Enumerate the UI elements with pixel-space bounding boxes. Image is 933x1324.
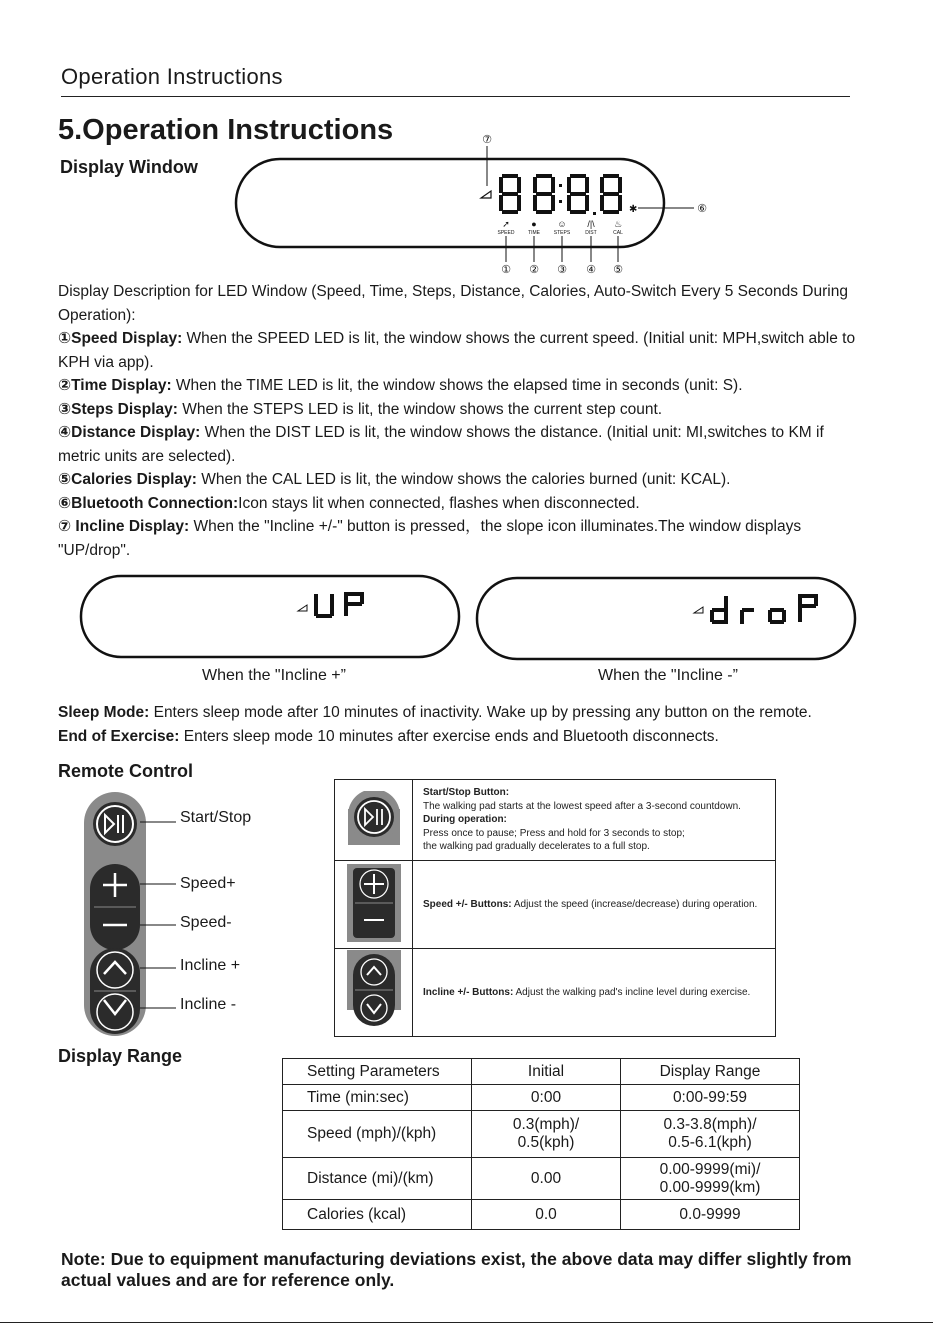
callout-1: ①	[501, 264, 511, 276]
icon-label-cal: CAL	[613, 230, 623, 236]
sleep-mode: Sleep Mode: Enters sleep mode after 10 minutes of inactivity. Wake up by pressing any button on the remote.	[58, 704, 812, 721]
description-item-bluetooth: ⑥Bluetooth Connection:Icon stays lit when connected, flashes when disconnected.	[58, 494, 640, 512]
led-digits	[499, 174, 622, 215]
section-header: Operation Instructions	[61, 64, 283, 89]
description-item-time: ②Time Display: When the TIME LED is lit, the window shows the elapsed time in seconds (unit: S).	[58, 377, 743, 394]
remote-buttons-table	[334, 779, 776, 1037]
incline-icon	[694, 607, 703, 613]
incline-icon	[481, 191, 491, 198]
incline-cell	[335, 949, 413, 1037]
callout-4: ④	[586, 264, 596, 276]
icon-label-steps: STEPS	[553, 230, 571, 236]
description-item-calories: ⑤Calories Display: When the CAL LED is lit, the window shows the calories burned (unit: KCAL).	[58, 471, 731, 488]
callout-3: ③	[557, 264, 567, 276]
start-stop-cell	[335, 780, 413, 861]
seg-text-drop	[710, 594, 818, 624]
table-row	[283, 1059, 800, 1085]
table-cell: 0:00-99:59	[621, 1085, 800, 1111]
modes-section	[58, 701, 878, 748]
table-row	[283, 1111, 800, 1158]
description-item-speed: ①Speed Display: When the SPEED LED is lit, the window shows the current speed. (Initial unit: MPH,switch able to KPH via app).	[58, 330, 856, 371]
label-incline-plus: Incline +	[180, 957, 241, 974]
table-cell: Distance (mi)/(km)	[283, 1158, 472, 1200]
header-cell: Setting Parameters	[283, 1059, 472, 1085]
page-title: 5.Operation Instructions	[58, 114, 394, 146]
display-range-heading: Display Range	[58, 1046, 183, 1066]
incline-drop-display	[474, 576, 859, 662]
incline-down-caption: When the "Incline -”	[598, 667, 738, 684]
table-row	[283, 1085, 800, 1111]
description-item-distance: ④Distance Display: When the DIST LED is lit, the window shows the distance. (Initial unit: MI,switches to KM if metric units are selected).	[58, 424, 824, 465]
header-cell: Display Range	[621, 1059, 800, 1085]
incline-up-display	[78, 574, 463, 660]
table-row	[283, 1158, 800, 1200]
seg-digit	[533, 174, 555, 214]
display-description	[58, 280, 858, 562]
table-cell: 0.0	[472, 1200, 621, 1230]
description-item-steps: ③Steps Display: When the STEPS LED is lit, the window shows the current step count.	[58, 400, 663, 418]
seg-text-up	[314, 592, 364, 618]
colon-dot	[559, 184, 562, 187]
table-row	[335, 949, 776, 1037]
callout-2: ②	[529, 264, 539, 276]
dist-icon: /|\	[587, 219, 595, 229]
speed-cell	[335, 861, 413, 949]
table-cell: 0.3-3.8(mph)/ 0.5-6.1(kph)	[621, 1111, 800, 1158]
remote-label-leaders	[140, 800, 180, 1020]
table-cell: Time (min:sec)	[283, 1085, 472, 1111]
seg-digit	[567, 174, 589, 214]
icon-label-time: TIME	[528, 230, 540, 236]
steps-icon: ☺	[557, 219, 567, 229]
table-cell: 0:00	[472, 1085, 621, 1111]
bluetooth-icon: ✱	[629, 204, 638, 215]
table-row	[335, 780, 776, 861]
table-row	[283, 1200, 800, 1230]
label-speed-minus: Speed-	[180, 914, 232, 931]
table-cell: Speed (mph)/(kph)	[283, 1111, 472, 1158]
table-cell: 0.00	[472, 1158, 621, 1200]
icon-label-dist: DIST	[585, 230, 597, 236]
description-item-incline: ⑦ Incline Display: When the "Incline +/-" button is pressed，the slope icon illuminates.The window displays "UP/drop".	[58, 518, 802, 559]
label-speed-plus: Speed+	[180, 875, 236, 892]
seg-digit	[499, 174, 521, 214]
table-cell: Calories (kcal)	[283, 1200, 472, 1230]
end-of-exercise: End of Exercise: Enters sleep mode 10 minutes after exercise ends and Bluetooth disconnects.	[58, 727, 719, 745]
remote-control-heading: Remote Control	[58, 761, 193, 781]
header-cell: Initial	[472, 1059, 621, 1085]
incline-buttons-icon	[347, 950, 401, 1030]
decimal-dot	[593, 212, 596, 215]
table-row	[335, 861, 776, 949]
time-icon: ●	[531, 219, 537, 229]
reference-note: Note: Due to equipment manufacturing deviations exist, the above data may differ slightly from actual values and are for reference only.	[61, 1249, 852, 1290]
speed-icon: ➚	[502, 219, 510, 229]
callout-5: ⑤	[613, 264, 623, 276]
callout-6: ⑥	[697, 203, 707, 215]
label-start-stop: Start/Stop	[180, 809, 252, 826]
display-window-heading: Display Window	[60, 157, 198, 177]
footer-divider	[0, 1322, 933, 1323]
led-window-frame	[236, 159, 664, 247]
table-cell: 0.00-9999(mi)/ 0.00-9999(km)	[621, 1158, 800, 1200]
icon-label-speed: SPEED	[497, 230, 515, 236]
colon-dot	[559, 200, 562, 203]
table-cell: 0.0-9999	[621, 1200, 800, 1230]
led-display-window-diagram	[228, 128, 718, 278]
display-range-table	[282, 1058, 800, 1230]
incline-icon	[298, 605, 307, 611]
description-intro: Display Description for LED Window (Speed, Time, Steps, Distance, Calories, Auto-Switch Every 5 Seconds During Operation):	[58, 283, 848, 324]
callout-7: ⑦	[482, 134, 492, 146]
speed-description: Speed +/- Buttons: Adjust the speed (increase/decrease) during operation.	[413, 861, 776, 949]
start-stop-button-icon	[347, 791, 401, 845]
incline-description: Incline +/- Buttons: Adjust the walking pad's incline level during exercise.	[413, 949, 776, 1037]
start-stop-remote-button	[93, 802, 137, 846]
start-stop-description: Start/Stop Button: The walking pad starts at the lowest speed after a 3-second countdown. During operation: Press once to pause; Press and hold for 3 seconds to stop; the walking pad gradually decelerates to a full stop.	[413, 780, 776, 861]
cal-icon: ♨	[613, 219, 623, 229]
speed-buttons-icon	[347, 862, 401, 942]
table-cell: 0.3(mph)/ 0.5(kph)	[472, 1111, 621, 1158]
incline-up-caption: When the "Incline +”	[202, 667, 346, 684]
seg-digit	[600, 174, 622, 214]
label-incline-minus: Incline -	[180, 996, 237, 1013]
header-divider	[61, 96, 850, 97]
